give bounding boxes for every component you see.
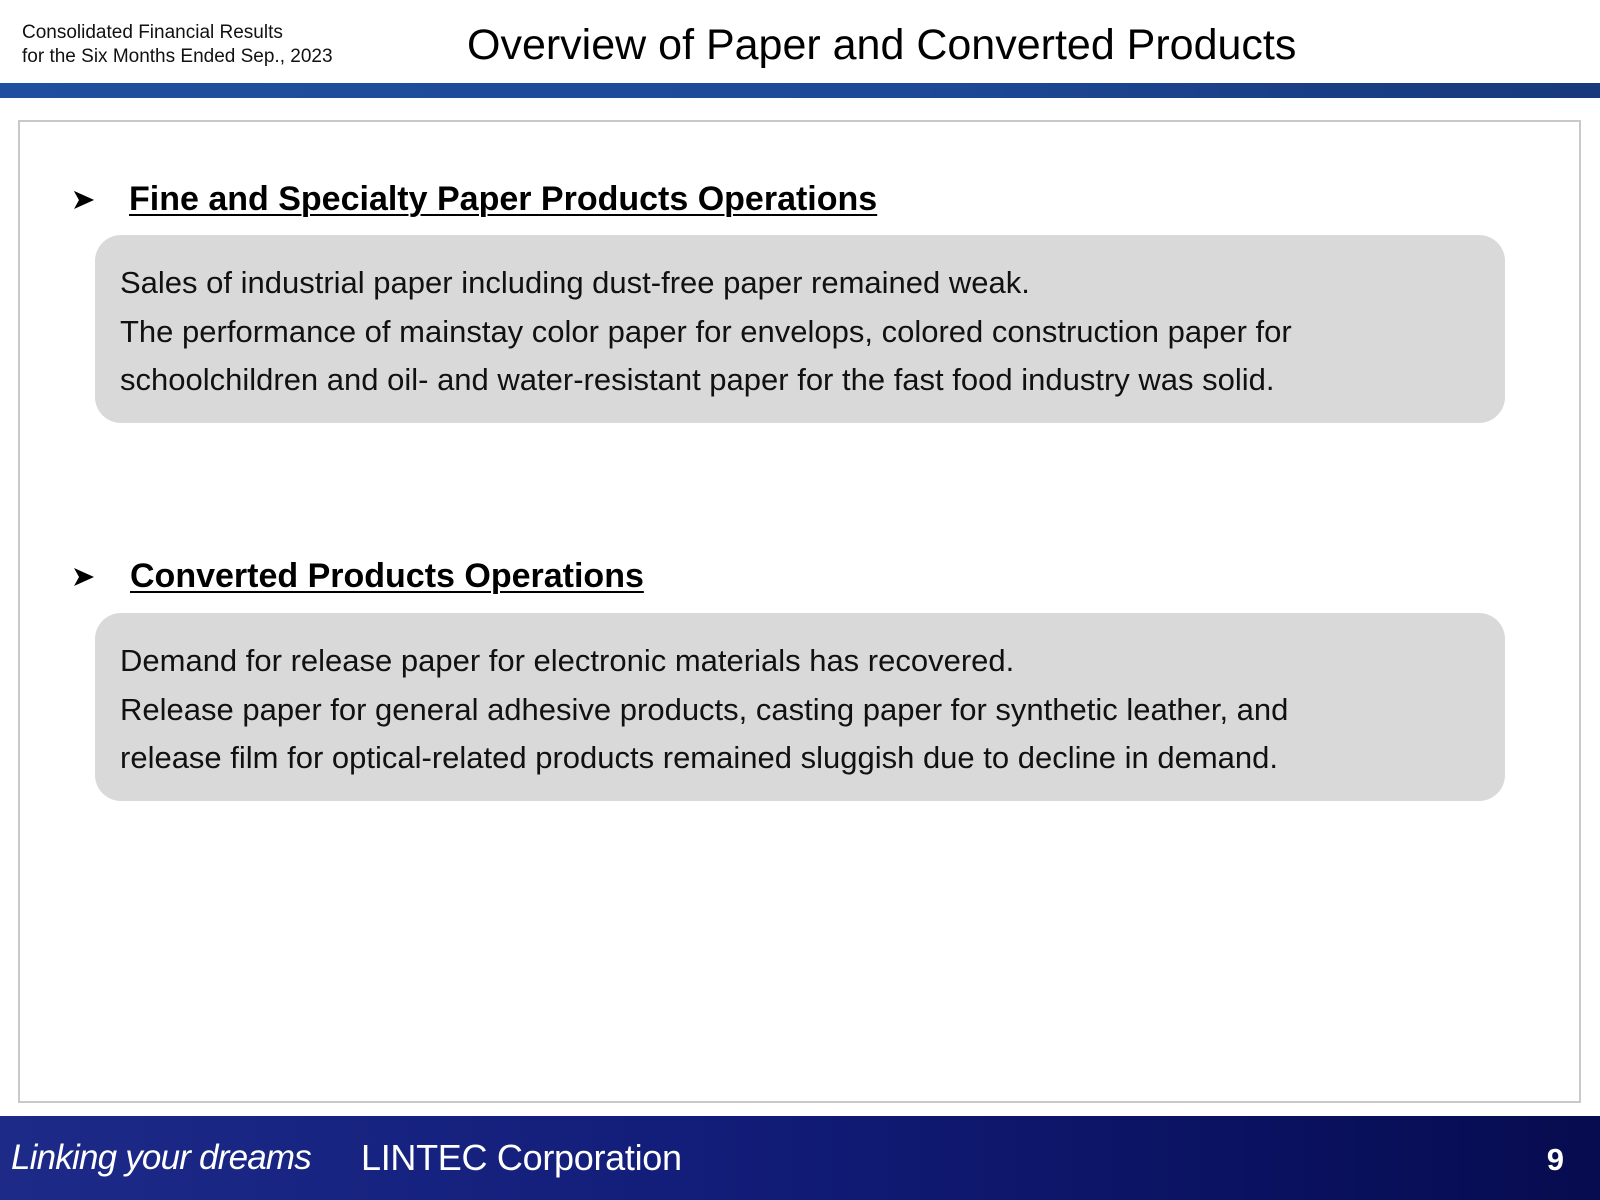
company-name: LINTEC Corporation: [361, 1137, 682, 1178]
footer-tagline: Linking your dreams: [11, 1138, 311, 1177]
section-heading-converted-products: [73, 557, 644, 596]
footer-bar: [0, 1116, 1600, 1200]
page-number: 9: [1546, 1142, 1564, 1177]
text-line: release film for optical-related products remained sluggish due to decline in demand.: [120, 740, 1278, 775]
text-line: Demand for release paper for electronic materials has recovered.: [120, 643, 1015, 678]
text-line: The performance of mainstay color paper for envelops, colored construction paper for: [120, 313, 1292, 349]
header-divider-bar: [0, 83, 1600, 98]
section-title: Converted Products Operations: [130, 557, 644, 595]
text-line: schoolchildren and oil- and water-resistant paper for the fast food industry was solid.: [120, 362, 1275, 397]
slide-title: Overview of Paper and Converted Products: [467, 21, 1297, 69]
arrow-bullet-icon: [73, 189, 95, 211]
section-heading-fine-specialty-paper: [73, 180, 877, 219]
report-subtitle-line1: Consolidated Financial Results: [22, 22, 283, 43]
section-text-box: [95, 613, 1505, 801]
report-subtitle-line2: for the Six Months Ended Sep., 2023: [22, 46, 333, 67]
section-title: Fine and Specialty Paper Products Operations: [129, 180, 878, 218]
text-line: Release paper for general adhesive products, casting paper for synthetic leather, and: [120, 691, 1289, 727]
arrow-bullet-icon: [73, 566, 95, 588]
report-subtitle: [22, 21, 333, 69]
section-text-box: [95, 235, 1505, 423]
text-line: Sales of industrial paper including dust-free paper remained weak.: [120, 265, 1030, 300]
